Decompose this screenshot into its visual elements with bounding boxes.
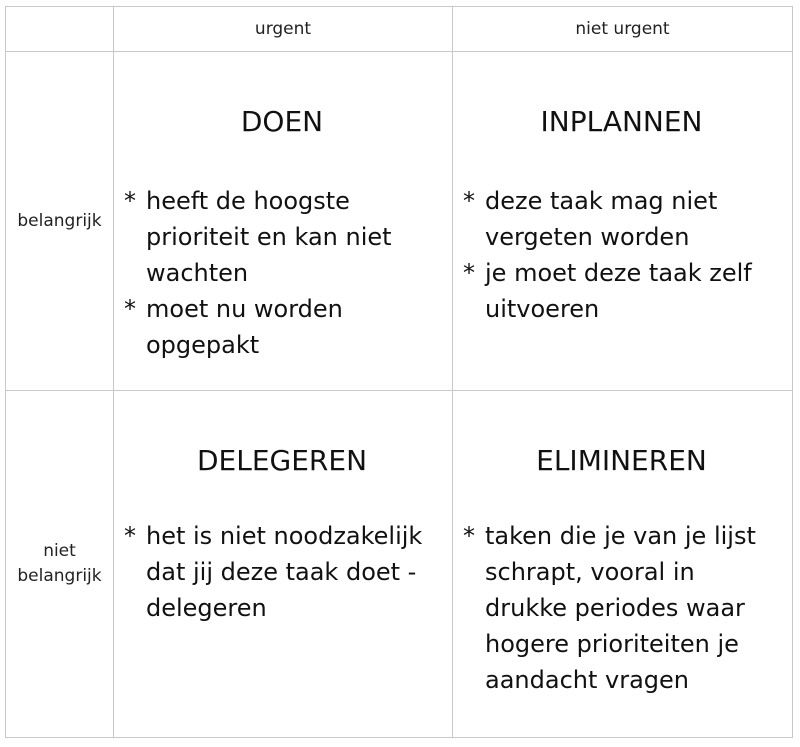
row-header-important-label: belangrijk	[17, 210, 102, 231]
column-header-urgent: urgent	[114, 7, 453, 52]
quadrant-title-schedule: INPLANNEN	[540, 105, 703, 138]
quadrant-eliminate	[453, 391, 793, 738]
list-item: * het is niet noodzakelijk dat jij deze taak doet - delegeren	[122, 518, 442, 626]
row-header-not-important-line1: niet	[43, 541, 76, 561]
row-header-not-important	[6, 391, 114, 738]
row-header-important	[6, 52, 114, 391]
list-item: * deze taak mag niet vergeten worden	[461, 183, 782, 255]
bullet-list-delegate	[122, 518, 442, 626]
list-item: * taken die je van je lijst schrapt, vooral in drukke periodes waar hogere prioriteiten je aandacht vragen	[461, 518, 782, 698]
quadrant-title-do: DOEN	[240, 105, 324, 138]
column-header-not-urgent: niet urgent	[453, 7, 793, 52]
quadrant-title-delegate: DELEGEREN	[196, 444, 368, 477]
bullet-list-schedule	[461, 183, 782, 327]
bullet-list-do	[122, 183, 442, 363]
quadrant-title-eliminate: ELIMINEREN	[536, 444, 707, 477]
list-item: * heeft de hoogste prioriteit en kan niet wachten	[122, 183, 442, 291]
quadrant-delegate	[114, 391, 453, 738]
row-header-not-important-line2: belangrijk	[17, 566, 102, 586]
list-item: * moet nu worden opgepakt	[122, 291, 442, 363]
list-item: * je moet deze taak zelf uitvoeren	[461, 255, 782, 327]
eisenhower-matrix	[5, 6, 793, 738]
corner-cell	[6, 7, 114, 52]
quadrant-do	[114, 52, 453, 391]
bullet-list-eliminate	[461, 518, 782, 698]
quadrant-schedule	[453, 52, 793, 391]
